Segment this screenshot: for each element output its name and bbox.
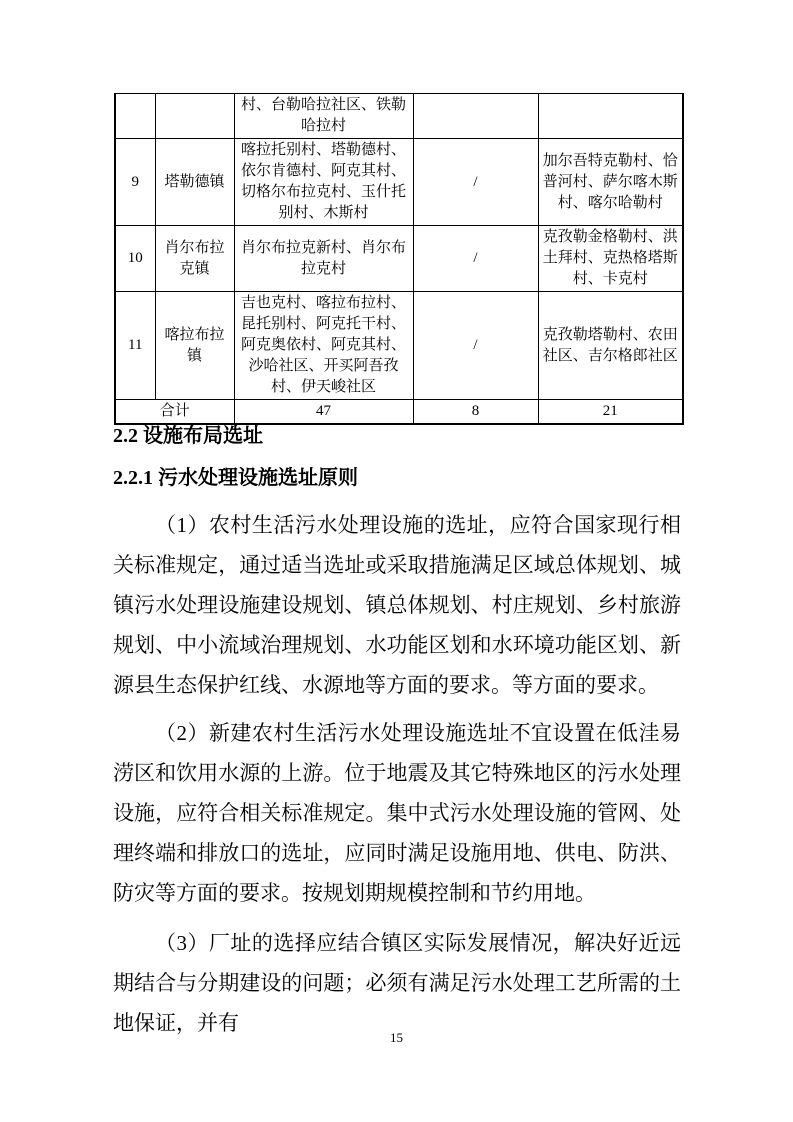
village-summary-table [114, 93, 684, 425]
section-heading-2-2-1: 2.2.1 污水处理设施选址原则 [113, 467, 358, 489]
cell-slash: / [413, 139, 538, 226]
cell-no: 11 [115, 292, 155, 400]
cell-no [115, 94, 155, 139]
cell-villages: 肖尔布拉克新村、肖尔布拉克村 [234, 226, 413, 292]
cell-total-label: 合计 [115, 400, 234, 425]
section-heading-2-2: 2.2 设施布局选址 [113, 425, 263, 447]
cell-villages-total: 47 [234, 400, 413, 425]
cell-town: 喀拉布拉镇 [155, 292, 234, 400]
paragraph-1: （1）农村生活污水处理设施的选址，应符合国家现行相关标准规定，通过适当选址或采取措施满足区域总体规划、城镇污水处理设施建设规划、镇总体规划、村庄规划、乡村旅游规划、中小流域治理规划、水功能区划和水环境功能区划、新源县生态保护红线、水源地等方面的要求。等方面的要求。 [113, 513, 681, 697]
table-row [115, 226, 683, 292]
cell-other-total: 21 [538, 400, 683, 425]
page-number: 15 [390, 1030, 403, 1045]
cell-slash [413, 94, 538, 139]
cell-slash-total: 8 [413, 400, 538, 425]
cell-town [155, 94, 234, 139]
cell-town: 塔勒德镇 [155, 139, 234, 226]
cell-villages: 喀拉托别村、塔勒德村、依尔肯德村、阿克其村、切格尔布拉克村、玉什托别村、木斯村 [234, 139, 413, 226]
cell-villages: 村、台勒哈拉社区、铁勒哈拉村 [234, 94, 413, 139]
table-row-continuation [115, 94, 683, 139]
cell-villages: 吉也克村、喀拉布拉村、昆托别村、阿克托干村、阿克奥依村、阿克其村、沙哈社区、开买阿吾孜村、伊天峻社区 [234, 292, 413, 400]
cell-slash: / [413, 226, 538, 292]
cell-no: 9 [115, 139, 155, 226]
cell-other: 克孜勒金格勒村、洪土拜村、克热格塔斯村、卡克村 [538, 226, 683, 292]
cell-other [538, 94, 683, 139]
cell-no: 10 [115, 226, 155, 292]
paragraph-3: （3）厂址的选择应结合镇区实际发展情况，解决好近远期结合与分期建设的问题；必须有满足污水处理工艺所需的土地保证，并有 [113, 931, 681, 1035]
cell-other: 加尔吾特克勒村、恰普河村、萨尔喀木斯村、喀尔哈勒村 [538, 139, 683, 226]
paragraph-2: （2）新建农村生活污水处理设施选址不宜设置在低洼易涝区和饮用水源的上游。位于地震及其它特殊地区的污水处理设施，应符合相关标准规定。集中式污水处理设施的管网、处理终端和排放口的选址，应同时满足设施用地、供电、防洪、防灾等方面的要求。按规划期规模控制和节约用地。 [113, 721, 681, 905]
cell-other: 克孜勒塔勒村、农田社区、吉尔格郎社区 [538, 292, 683, 400]
table-row [115, 292, 683, 400]
document-body [113, 420, 681, 1043]
table-row [115, 139, 683, 226]
cell-slash: / [413, 292, 538, 400]
cell-town: 肖尔布拉克镇 [155, 226, 234, 292]
